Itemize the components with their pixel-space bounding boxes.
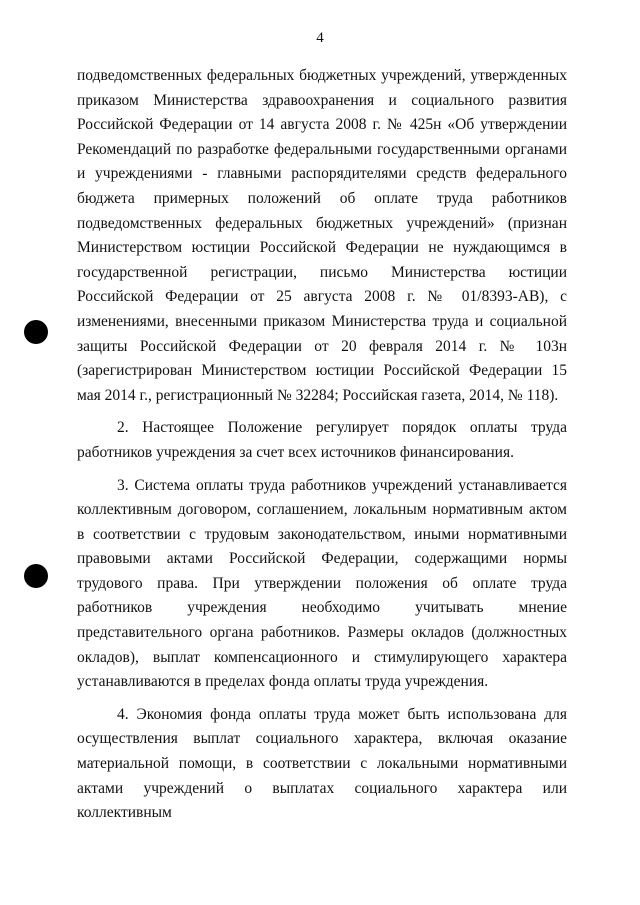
- punch-hole-bottom: [24, 564, 48, 588]
- paragraph-4: 4. Экономия фонда оплаты труда может быть использована для осуществления выплат социального характера, включая оказание материальной помощи, в соответствии с локальными нормативными актами учреждений о выплатах социального характера или коллективным: [77, 705, 567, 822]
- paragraph-2: 2. Настоящее Положение регулирует порядок оплаты труда работников учреждения за счет всех источников финансирования.: [77, 419, 567, 461]
- paragraph-3: 3. Система оплаты труда работников учреждений устанавливается коллективным договором, соглашением, локальным нормативным актом в соответствии с трудовым законодательством, иными нормативными правовыми актами Российской Федерации, содержащими нормы трудового права. При утверждении положения об оплате труда работников учреждения необходимо учитывать мнение представительного органа работников. Размеры окладов (должностных окладов), выплат компенсационного и стимулирующего характера устанавливаются в пределах фонда оплаты труда учреждения.: [77, 476, 567, 691]
- page-number: 4: [316, 30, 324, 46]
- paragraph-continuation: подведомственных федеральных бюджетных учреждений, утвержденных приказом Министерства здравоохранения и социального развития Российской Федерации от 14 августа 2008 г. № 425н «Об утверждении Рекомендаций по разработке федеральными государственными органами и учреждениями - главными распорядителями средств федерального бюджета примерных положений об оплате труда работников подведомственных федеральных бюджетных учреждений» (признан Министерством юстиции Российской Федерации не нуждающимся в государственной регистрации, письмо Министерства юстиции Российской Федерации от 25 августа 2008 г. № 01/8393-АВ), с изменениями, внесенными приказом Министерства труда и социальной защиты Российской Федерации от 20 февраля 2014 г. № 103н (зарегистрирован Министерством юстиции Российской Федерации 15 мая 2014 г., регистрационный № 32284; Российская газета, 2014, № 118).: [77, 67, 567, 404]
- document-body: [77, 64, 567, 826]
- punch-hole-top: [24, 320, 48, 344]
